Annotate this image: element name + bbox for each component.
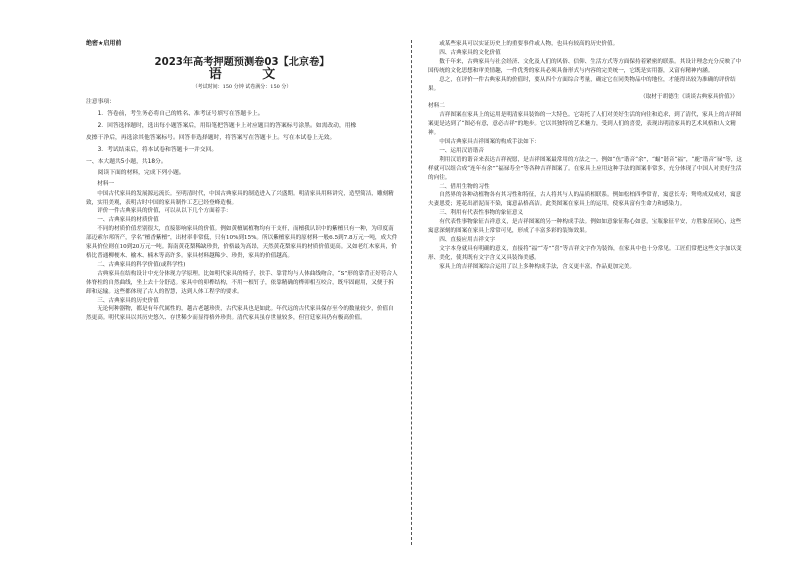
section-heading: 一、本大题共5小题，共18分。 [86, 158, 167, 165]
subsection-title: 一、运用汉语谐音 [439, 147, 484, 154]
body-paragraph: 数千年来，古典家具与社会经济、文化及人们的风俗、信仰、生活方式等方面保持着紧密的联系。其设计理念充分反映了中国传统的文化思想和审美情趣，一件优秀的家具必须具备形式与内容的完美统一，它既是实用器，又富有精神内涵。 [428, 58, 742, 74]
exam-notes [86, 96, 398, 157]
body-paragraph: 中国古代家具的发展源远流长。至明清时代，中国古典家具的制造进入了兴盛期。明清家具用料讲究，造型简洁，雕刻精致，实用美观，表明古时中国的家具制作工艺已经登峰造极。 [86, 190, 394, 206]
material-label: 材料一 [97, 180, 114, 187]
source-citation: （取材于胡德生《谈谈古典家具价值》） [640, 94, 738, 101]
body-paragraph: 吉祥图案在家具上的运用是明清家具装饰的一大特色。它寄托了人们对美好生活的向往和追求，到了清代，家具上的吉祥图案更是达到了“图必有意，意必吉祥”的地步。它以其独特的艺术魅力，受到人们的喜爱，表现出明清家具的艺术风格和人文精神。 [428, 112, 742, 137]
subsection-title: 二、古典家具的科学价值(或科学性) [97, 261, 186, 268]
subsection-title: 四、古典家具的文化价值 [439, 49, 501, 56]
material-label: 材料二 [428, 103, 445, 110]
subsection-title: 一、古典家具的材质价值 [97, 217, 159, 224]
right-column [428, 40, 746, 272]
body-paragraph: 总之，在评价一件古典家具的价值时，要从四个方面综合考量，确定它在同类物品中的地位，才能得出较为准确的评价结果。 [428, 76, 736, 92]
subsection-title: 三、古典家具的历史价值 [97, 297, 159, 304]
subsection-title: 三、利用有代表性事物的象征意义 [439, 210, 524, 217]
body-paragraph: 无论何种器物，都是有年代属性的，越古老越珍贵，古代家具也是如此。年代远的古代家具保存至今的数量较少，价值自然更高。明代家具以其历史悠久、存世稀少而显得格外珍贵。清代家具虽存世量较多，但宫廷家具仍有极高价值。 [86, 306, 394, 322]
subsection-title: 四、直接应用吉祥文字 [439, 236, 496, 243]
note-item: 皮擦干净后，再选涂其他答案标号。回答非选择题时，将答案写在答题卡上。写在本试卷上无效。 [86, 135, 336, 142]
body-paragraph: 古典家具在结构设计中充分体现力学原理。比如明代家具的椅子，扶手、靠背均与人体曲线吻合，“S”形的靠背正好符合人体脊柱的自然曲线，坐上去十分舒适。家具中的卯榫结构，不用一根钉子，依靠精确的榫卯相互咬合，既牢固耐用，又便于拆卸和运输。这些都体现了古人的智慧，达到人体工程学的要求。 [86, 270, 398, 295]
note-item: 2．回答选择题时，选出每小题答案后，用铅笔把答题卡上对应题目的答案标号涂黑。如需改动，用橡 [97, 123, 357, 130]
subject-title: 语 文 [208, 66, 294, 82]
body-paragraph: 不同的材质价值差别很大，直接影响家具的价值。例如黄檀属植物均有干支杆，而檀我认识中的紫檀只有一种，为印度南部迈索尔邦所产，学名“檀香紫檀”，出材率非常低，只有10%到15%。所以紫檀家具的原材料一般6.5到7.8万元一吨，成大件家具价位则在10到20万元一吨。海南黄花梨稀缺珍贵，价格最为高昂，天然黄花梨家具的材质价值更高。又如老红木家具，价格比普通柳梗木、榆木、楠木等高许多。家具材料越稀少、珍贵，家具的价值越高。 [86, 226, 398, 259]
column-divider [411, 40, 412, 545]
exam-title: 2023年高考押题预测卷03【北京卷】 [154, 56, 330, 68]
body-paragraph: 自然界的各种动植物各有其习性和特征，古人将其与人的品质相联系。例如松柏四季常青，寓意长寿；鸳鸯成双成对，寓意夫妻恩爱；莲花出淤泥而不染，寓意品格高洁。此类图案在家具上的运用，使家具富有生命力和感染力。 [428, 192, 742, 208]
body-paragraph: 文字本身就具有明确的意义，直接将“福”“寿”“喜”等吉祥文字作为装饰，在家具中也十分常见。工匠们常把这些文字加以变形、美化，使其既有文字含义又具装饰美感。 [428, 245, 742, 261]
secret-label: 绝密★启用前 [86, 40, 122, 47]
exam-meta: （考试时间：150 分钟 试卷满分：150 分） [192, 83, 292, 90]
body-paragraph: 或某些家具可以实证历史上的重要事件或人物，也具有较高的历史价值。 [439, 41, 619, 47]
section-instruction: 阅读下面的材料，完成下列小题。 [97, 169, 185, 176]
body-paragraph: 评价一件古典家具的价值，可以从以下几个方面着手： [97, 208, 232, 215]
body-paragraph: 中国古典家具吉祥图案的构成手法如下： [439, 138, 540, 145]
body-paragraph: 利用汉语的谐音来表达吉祥祝愿，是吉祥图案最常用的方法之一。例如“鱼”谐音“余”，“蝠”谐音“福”，“鹿”谐音“禄”等，这样就可以组合成“连年有余”“福禄寿全”等各种吉祥图案了。在家具上应用这种手法的图案非常多，充分体现了中国人对美好生活的向往。 [428, 156, 743, 181]
note-item: 1．答卷前，考生务必将自己的姓名、准考证号填写在答题卡上。 [97, 110, 264, 117]
body-paragraph: 家具上的吉祥图案综合运用了以上多种构成手法，含义更丰富，作品更加完美。 [439, 263, 635, 270]
body-paragraph: 有代表性事物象征吉祥意义，是吉祥图案的另一种构成手法。例如如意象征称心如意，宝瓶象征平安，方胜象征同心，这些寓意深刻的图案在家具上常常可见，形成了丰富多彩的装饰效果。 [428, 219, 742, 235]
subsection-title: 二、借用生物的习性 [439, 183, 490, 190]
note-item: 3．考试结束后，将本试卷和答题卡一并交回。 [97, 147, 218, 154]
left-column [86, 40, 398, 323]
notes-heading: 注意事项： [86, 98, 115, 105]
